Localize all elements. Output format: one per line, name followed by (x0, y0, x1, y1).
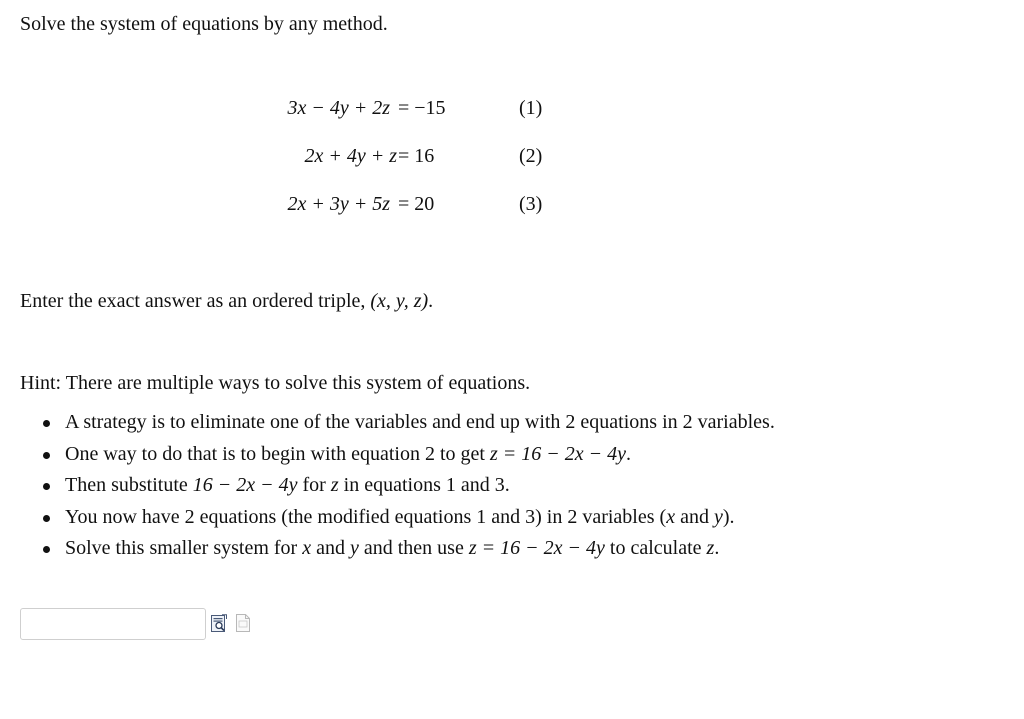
hint-text: Solve this smaller system for (65, 537, 298, 559)
equation-lhs: 2x + 3y + 5z (287, 193, 390, 215)
equation-row (0, 189, 1024, 219)
hint-item (0, 471, 775, 503)
hint-title: Hint: There are multiple ways to solve this system of equations. (20, 372, 531, 394)
hint-math: z (706, 537, 715, 559)
hint-math: z = 16 − 2x − 4y (489, 442, 626, 465)
hint-item (0, 440, 775, 472)
equation-rhs: = 16 (398, 145, 435, 167)
hint-text: . (625, 442, 631, 465)
help-icon[interactable] (236, 614, 250, 632)
hint-item (0, 503, 775, 535)
bullet-icon (43, 452, 50, 459)
hint-text: You now have 2 equations (the modified equations 1 and 3) in 2 variables ( (65, 505, 667, 528)
equation-label: (2) (519, 145, 543, 167)
prompt-end: . (428, 290, 434, 312)
equation-rhs: = 20 (398, 193, 435, 215)
prompt-text: Enter the exact answer as an ordered triple, (20, 290, 366, 312)
hint-text: to calculate (609, 537, 702, 559)
hint-text: in equations 1 and 3. (343, 474, 510, 496)
hint-text: for (302, 474, 326, 496)
preview-icon[interactable] (211, 614, 227, 632)
equation-lhs: 2x + 4y + z (304, 145, 397, 167)
equation-system (0, 0, 1024, 240)
hint-text: One way to do that is to begin with equation 2 to get (65, 442, 485, 465)
hint-text: and then use (363, 537, 464, 559)
hint-text: Then substitute (65, 474, 188, 496)
equation-lhs: 3x − 4y + 2z (287, 97, 390, 119)
hint-text: ). (722, 505, 735, 528)
hint-text: A strategy is to eliminate one of the variables and end up with 2 equations in 2 variables. (65, 411, 775, 433)
hint-math: 16 − 2x − 4y (192, 474, 298, 496)
equation-rhs: = −15 (398, 97, 446, 119)
hint-math: y (349, 537, 359, 559)
bullet-icon (43, 515, 50, 522)
hint-list (0, 408, 775, 566)
bullet-icon (43, 483, 50, 490)
answer-input[interactable] (20, 608, 206, 640)
hint-text: and (316, 537, 345, 559)
bullet-icon (43, 420, 50, 427)
equation-label: (1) (519, 97, 543, 119)
equation-row (0, 141, 1024, 171)
equation-label: (3) (519, 193, 543, 215)
hint-item (0, 534, 775, 566)
hint-math: x (302, 537, 312, 559)
hint-item (0, 408, 775, 440)
answer-prompt (20, 288, 433, 314)
hint-math: z (330, 474, 339, 496)
bullet-icon (43, 546, 50, 553)
hint-text: and (680, 505, 709, 528)
question-text: Solve the system of equations by any method. (20, 13, 388, 35)
hint-text: . (714, 537, 720, 559)
prompt-math: (x, y, z) (370, 290, 429, 312)
hint-math: z = 16 − 2x − 4y (468, 537, 605, 559)
equation-row (0, 93, 1024, 123)
hint-math: y (713, 505, 723, 528)
hint-math: x (666, 505, 676, 528)
